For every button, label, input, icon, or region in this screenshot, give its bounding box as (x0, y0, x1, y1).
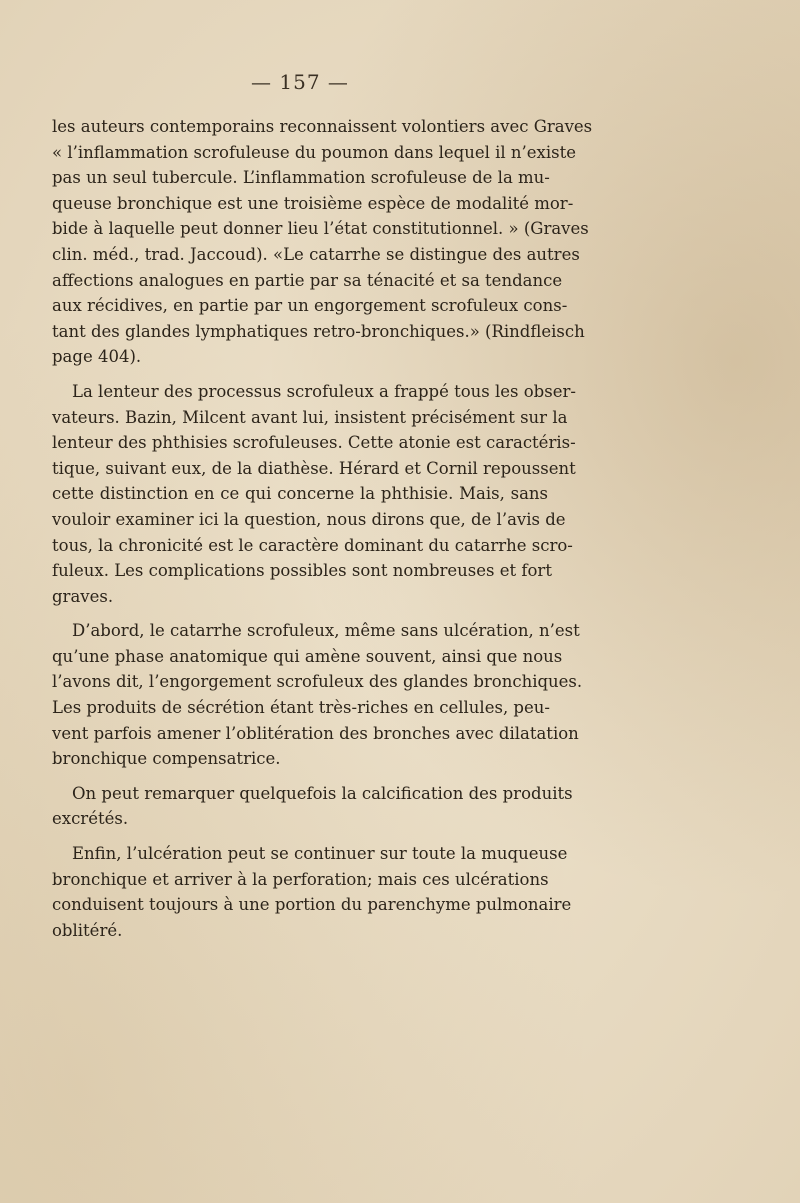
text-line: La lenteur des processus scrofuleux a frappé tous les obser- (72, 381, 576, 401)
text-line: bide à laquelle peut donner lieu l’état constitutionnel. » (Graves (52, 219, 589, 239)
text-line: conduisent toujours à une portion du parenchyme pulmonaire (52, 895, 572, 915)
text-line: qu’une phase anatomique qui amène souvent, ainsi que nous (52, 646, 563, 666)
text-line: D’abord, le catarrhe scrofuleux, même sans ulcération, n’est (72, 621, 580, 641)
text-line: vent parfois amener l’oblitération des bronches avec dilatation (52, 723, 579, 743)
paragraph (52, 841, 572, 943)
paragraph (52, 618, 583, 772)
text-line: lenteur des phthisies scrofuleuses. Cette atonie est caractéris- (52, 433, 576, 453)
text-line: clin. méd., trad. Jaccoud). «Le catarrhe se distingue des autres (52, 244, 580, 264)
text-line: queuse bronchique est une troisième espèce de modalité mor- (52, 193, 574, 213)
text-line: vouloir examiner ici la question, nous dirons que, de l’avis de (52, 509, 566, 529)
text-line: cette distinction en ce qui concerne la phthisie. Mais, sans (52, 484, 548, 504)
text-line: graves. (52, 586, 114, 606)
text-line: tous, la chronicité est le caractère dominant du catarrhe scro- (52, 535, 573, 555)
text-line: page 404). (52, 347, 142, 367)
text-line: oblitéré. (52, 920, 123, 940)
text-line: excrétés. (52, 809, 129, 829)
text-line: bronchique et arriver à la perforation; mais ces ulcérations (52, 869, 549, 889)
text-line: Enfin, l’ulcération peut se continuer sur toute la muqueuse (72, 844, 568, 864)
paragraph (52, 781, 573, 832)
text-line: « l’inflammation scrofuleuse du poumon dans lequel il n’existe (52, 142, 577, 162)
paragraph (52, 379, 576, 609)
text-line: vateurs. Bazin, Milcent avant lui, insistent précisément sur la (52, 407, 568, 427)
text-line: bronchique compensatrice. (52, 749, 281, 769)
text-line: affections analogues en partie par sa ténacité et sa tendance (52, 270, 563, 290)
text-line: aux récidives, en partie par un engorgement scrofuleux cons- (52, 296, 568, 316)
text-line: tique, suivant eux, de la diathèse. Hérard et Cornil repoussent (52, 458, 576, 478)
page-number: — 157 — (251, 70, 349, 94)
text-line: fuleux. Les complications possibles sont nombreuses et fort (52, 561, 552, 581)
text-line: les auteurs contemporains reconnaissent volontiers avec Graves (52, 117, 593, 136)
text-line: pas un seul tubercule. L’inflammation scrofuleuse de la mu- (52, 168, 550, 188)
text-line: tant des glandes lymphatiques retro-bronchiques.» (Rindfleisch (52, 321, 585, 341)
text-line: l’avons dit, l’engorgement scrofuleux des glandes bronchiques. (52, 672, 583, 692)
text-line: Les produits de sécrétion étant très-riches en cellules, peu- (52, 698, 550, 718)
text-line: On peut remarquer quelquefois la calcification des produits (72, 783, 573, 803)
paragraph (52, 114, 593, 370)
body-text (52, 114, 593, 952)
